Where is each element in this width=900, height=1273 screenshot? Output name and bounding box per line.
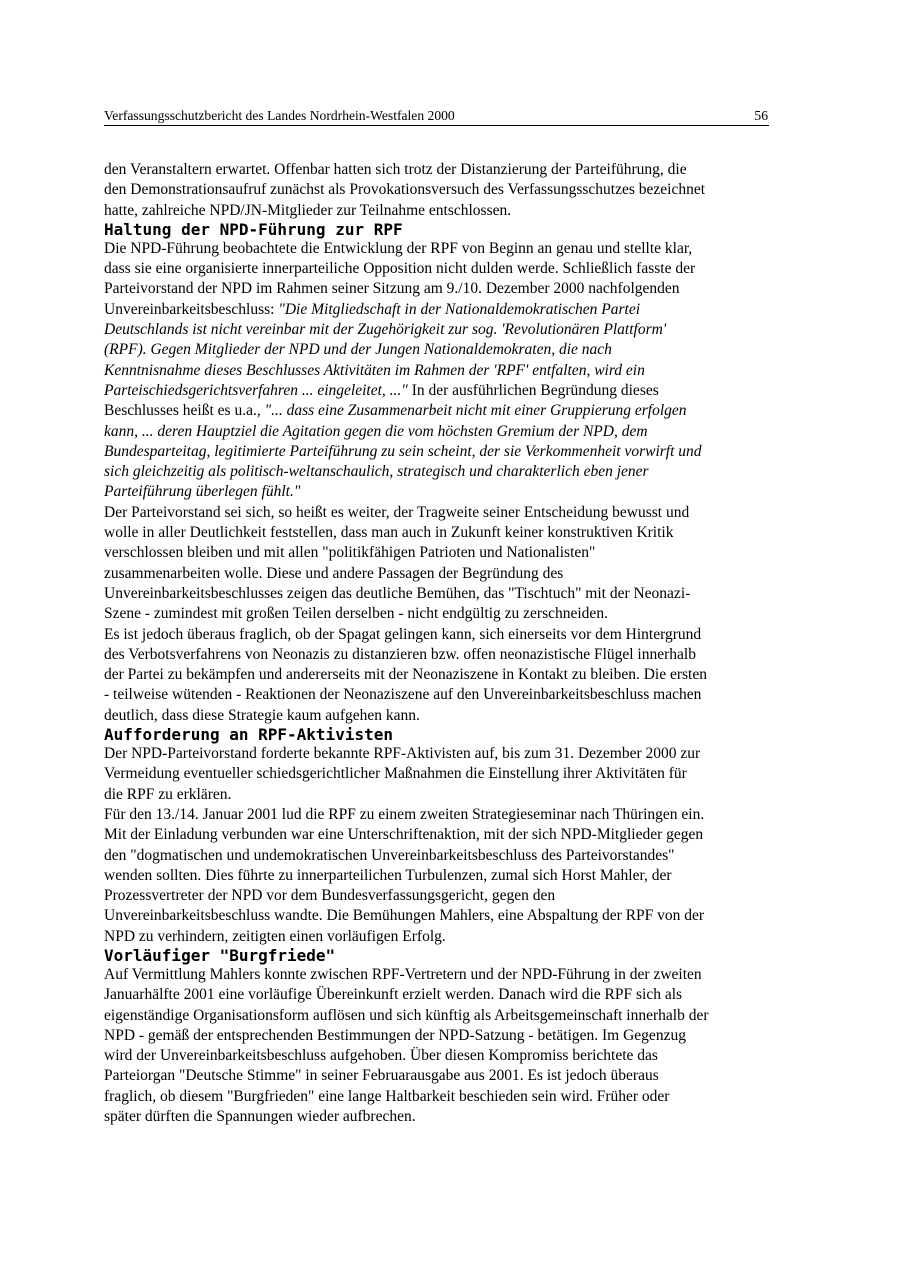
document-body [104,160,804,1127]
paragraph-aufforderung-2: Für den 13./14. Januar 2001 lud die RPF zu einem zweiten Strategieseminar nach Thüringen ein. Mit der Einladung verbunden war eine Unterschriftenaktion, mit der sich NPD-Mitglieder gegen den "dogmatischen und undemokratischen Unvereinbarkeitsbeschluss des Parteivorstandes" wenden sollten. Dies führte zu innerparteilichen Turbulenzen, zumal sich Horst Mahler, der Prozessvertreter der NPD vor dem Bundesverfassungsgericht, gegen den Unvereinbarkeitsbeschluss wandte. Die Bemühungen Mahlers, eine Abspaltung der RPF von der NPD zu verhindern, zeitigten einen vorläufigen Erfolg. [104,805,705,945]
section-heading-haltung: Haltung der NPD-Führung zur RPF [104,219,403,239]
paragraph-aufforderung-1: Der NPD-Parteivorstand forderte bekannte RPF-Aktivisten auf, bis zum 31. Dezember 2000 zur Vermeidung eventueller schiedsgerichtlicher Maßnahmen die Einstellung ihrer Aktivitäten für die RPF zu erklären. [104,745,701,803]
section-heading-aufforderung: Aufforderung an RPF-Aktivisten [104,725,393,745]
intro-paragraph: den Veranstaltern erwartet. Offenbar hatten sich trotz der Distanzierung der Parteiführung, die den Demonstrationsaufruf zunächst als Provokationsversuch des Verfassungsschutzes bezeichnet hatte, zahlreiche NPD/JN-Mitglieder zur Teilnahme entschlossen. [104,161,706,219]
header-title: Verfassungsschutzbericht des Landes Nordrhein-Westfalen 2000 [104,108,455,123]
quote-beschluss: "Die Mitgliedschaft in der Nationaldemokratischen Partei Deutschlands ist nicht vereinbar mit der Zugehörigkeit zur sog. 'Revolutionären Plattform' (RPF). Gegen Mitglieder der NPD und der Jungen Nationaldemokraten, die nach Kenntnisnahme dieses Beschlusses Aktivitäten im Rahmen der 'RPF' entfalten, wird ein Parteischiedsgerichtsverfahren ... eingeleitet, ..." [104,300,667,399]
text-run: Die NPD-Führung beobachtete die Entwicklung der RPF von Beginn an genau und stellte klar, dass sie eine organisierte innerparteiliche Opposition nicht dulden werde. Schließlich fasste der Parteivorstand der NPD im Rahmen seiner Sitzung am 9./10. Dezember 2000 nachfolgenden Unvereinbarkeitsbeschluss: [104,239,696,318]
page-header [104,107,769,126]
paragraph-haltung-2: Der Parteivorstand sei sich, so heißt es weiter, der Tragweite seiner Entscheidung bewusst und wolle in aller Deutlichkeit feststellen, dass man auch in Zukunft keiner konstruktiven Kritik verschlossen bleiben und mit allen "politikfähigen Patrioten und Nationalisten" zusammenarbeiten wolle. Diese und andere Passagen der Begründung des Unvereinbarkeitsbeschlusses zeigen das deutliche Bemühen, das "Tischtuch" mit der Neonazi- Szene - zumindest mit großen Teilen derselben - nicht endgültig zu zerschneiden. [104,503,691,623]
paragraph-burgfriede-1: Auf Vermittlung Mahlers konnte zwischen RPF-Vertretern und der NPD-Führung in der zweiten Januarhälfte 2001 eine vorläufige Übereinkunft erzielt werden. Danach wird die RPF sich als eigenständige Organisationsform auflösen und sich künftig als Arbeitsgemeinschaft innerhalb der NPD - gemäß der entsprechenden Bestimmungen der NPD-Satzung - betätigen. Im Gegenzug wird der Unvereinbarkeitsbeschluss aufgehoben. Über diesen Kompromiss berichtete das Parteiorgan "Deutsche Stimme" in seiner Februarausgabe aus 2001. Es ist jedoch überaus fraglich, ob diesem "Burgfrieden" eine lange Haltbarkeit beschieden sein wird. Früher oder später dürften die Spannungen wieder aufbrechen. [104,965,709,1126]
section-heading-burgfriede: Vorläufiger "Burgfriede" [104,945,336,965]
paragraph-haltung-3: Es ist jedoch überaus fraglich, ob der Spagat gelingen kann, sich einerseits vor dem Hintergrund des Verbotsverfahrens von Neonazis zu distanzieren bzw. offen neonazistische Flügel innerhalb der Partei zu bekämpfen und andererseits mit der Neonaziszene in Kontakt zu bleiben. Die ersten - teilweise wütenden - Reaktionen der Neonaziszene auf den Unvereinbarkeitsbeschluss machen deutlich, dass diese Strategie kaum aufgehen kann. [104,625,707,724]
paragraph-haltung-1 [104,239,804,503]
quote-begruendung: "... dass eine Zusammenarbeit nicht mit einer Gruppierung erfolgen kann, ... deren Hauptziel die Agitation gegen die vom höchsten Gremium der NPD, dem Bundesparteitag, legitimierte Parteiführung zu sein scheint, der sie Verkommenheit vorwirft und sich gleichzeitig als politisch-weltanschaulich, strategisch und charakterlich eben jener Parteiführung überlegen fühlt." [104,402,702,501]
page-number: 56 [754,108,768,123]
text-run: In der ausführlichen Begründung dieses Beschlusses heißt es u.a., [104,381,659,420]
